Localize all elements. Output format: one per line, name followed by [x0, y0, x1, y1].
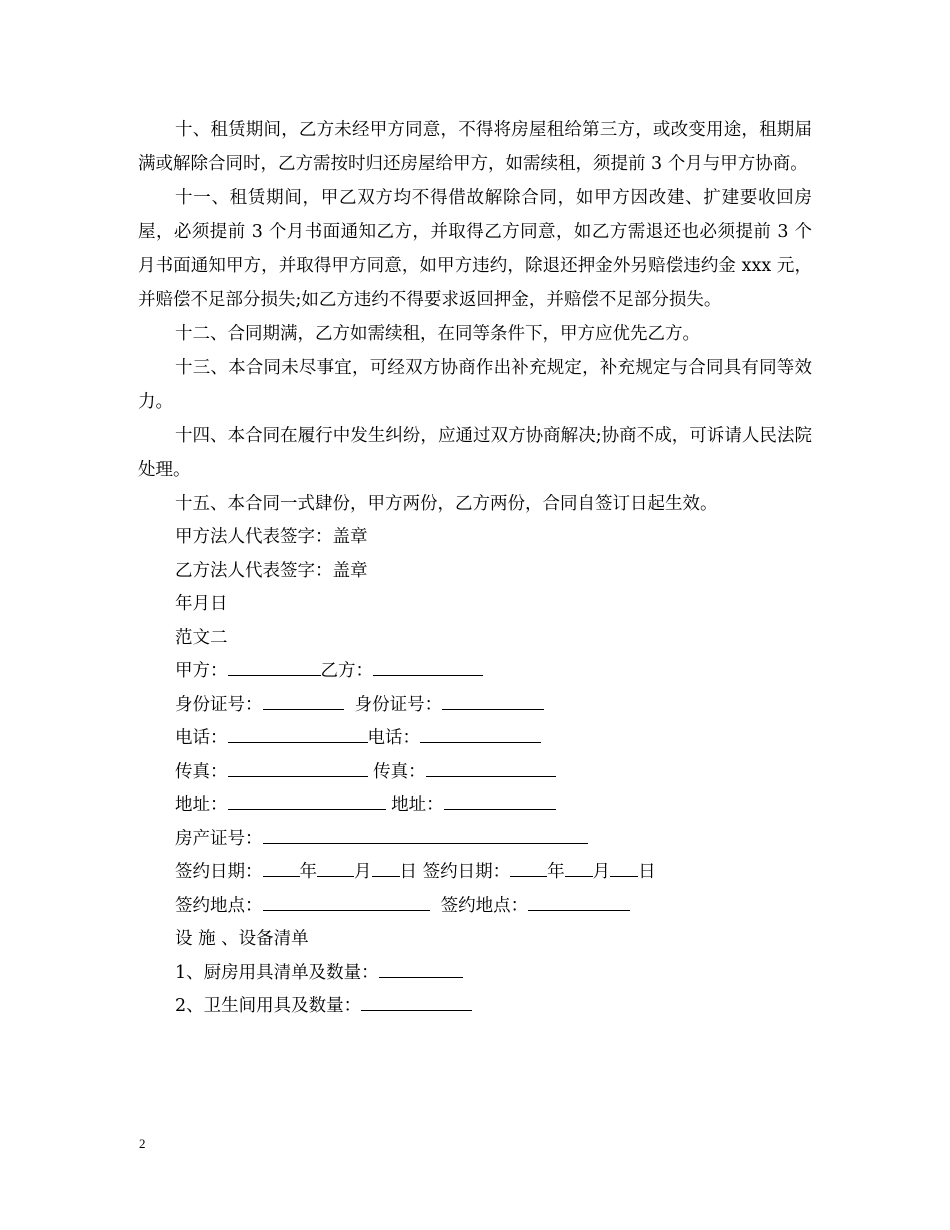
addr-b-blank: [444, 795, 556, 810]
property-cert-label: 房产证号：: [175, 828, 263, 849]
document-body: [138, 113, 812, 1024]
addr-a-blank: [228, 795, 386, 810]
bathroom-label: 2、卫生间用具及数量：: [175, 996, 362, 1016]
day-b-label: 日: [638, 862, 656, 882]
month-a-blank: [317, 862, 354, 877]
phone-b-label: 电话：: [367, 728, 420, 748]
party-b-blank: [373, 661, 483, 676]
phone-line: [138, 722, 812, 756]
page-number: 2: [139, 1136, 146, 1151]
id-b-blank: [442, 695, 544, 710]
party-b-label: 乙方：: [320, 661, 373, 681]
clause-15: 十五、本合同一式肆份，甲方两份，乙方两份，合同自签订日起生效。: [175, 494, 718, 514]
month-b-blank: [565, 862, 593, 877]
clause-12: 十二、合同期满，乙方如需续租，在同等条件下，甲方应优先乙方。: [175, 324, 700, 344]
property-cert-line: [138, 823, 812, 857]
fax-b-label: 传真：: [373, 761, 426, 782]
id-a-blank: [263, 695, 344, 710]
clause-13: 十三、本合同未尽事宜，可经双方协商作出补充规定，补充规定与合同具有同等效力。: [138, 358, 812, 412]
phone-a-label: 电话：: [175, 728, 228, 748]
party-line: [138, 655, 812, 689]
facilities-title: 设 施 、设备清单: [175, 929, 309, 949]
clause-10: 十、租赁期间，乙方未经甲方同意，不得将房屋租给第三方，或改变用途，租期届满或解除合同时，乙方需按时归还房屋给甲方，如需续租，须提前 3 个月与甲方协商。: [138, 120, 812, 174]
year-a-blank: [263, 862, 300, 877]
fax-line: [138, 756, 812, 790]
party-a-blank: [228, 661, 321, 676]
id-b-label: 身份证号：: [354, 694, 443, 715]
sign-place-a-label: 签约地点：: [175, 895, 263, 916]
party-b-signature: 乙方法人代表签字：盖章: [175, 560, 368, 581]
sign-date-a-label: 签约日期：: [175, 862, 263, 882]
kitchen-blank: [379, 963, 463, 978]
bathroom-blank: [361, 996, 472, 1011]
sign-place-b-label: 签约地点：: [440, 895, 529, 916]
month-b-label: 月: [592, 862, 611, 882]
day-b-blank: [610, 862, 638, 877]
kitchen-label: 1、厨房用具清单及数量：: [175, 962, 379, 983]
day-a-blank: [372, 862, 400, 877]
property-cert-blank: [263, 829, 588, 844]
facility-item-bathroom: [138, 990, 812, 1024]
day-a-label: 日: [399, 862, 417, 882]
id-a-label: 身份证号：: [175, 694, 263, 715]
sign-date-line: [138, 856, 812, 890]
phone-b-blank: [420, 728, 541, 743]
year-b-blank: [510, 862, 547, 877]
year-a-label: 年: [299, 862, 317, 882]
address-line: [138, 789, 812, 823]
clause-11: 十一、租赁期间，甲乙双方均不得借故解除合同，如甲方因改建、扩建要收回房屋，必须提前 3 个月书面通知乙方，并取得乙方同意，如乙方需退还也必须提前 3 个月书面通知甲方，并取得甲方同意，如甲方违约，除退还押金外另赔偿违约金 xxx 元，并赔偿不足部分损失;如乙方违约不得要求返回押金，并赔偿不足部分损失。: [138, 188, 812, 310]
fax-b-blank: [426, 762, 556, 777]
sign-place-line: [138, 890, 812, 924]
facility-item-kitchen: [138, 957, 812, 991]
sign-place-a-blank: [263, 896, 430, 911]
year-b-label: 年: [547, 862, 565, 882]
phone-a-blank: [228, 728, 368, 743]
month-a-label: 月: [354, 862, 372, 882]
party-a-label: 甲方：: [175, 661, 228, 681]
signature-date: 年月日: [175, 594, 228, 614]
sign-date-b-label: 签约日期：: [422, 862, 511, 882]
template-title: 范文二: [175, 627, 228, 648]
id-line: [138, 689, 812, 723]
clause-14: 十四、本合同在履行中发生纠纷，应通过双方协商解决;协商不成，可诉请人民法院处理。: [138, 426, 812, 480]
party-a-signature: 甲方法人代表签字：盖章: [175, 527, 368, 547]
addr-a-label: 地址：: [175, 795, 228, 815]
sign-place-b-blank: [528, 896, 630, 911]
fax-a-label: 传真：: [175, 761, 228, 782]
fax-a-blank: [228, 762, 368, 777]
addr-b-label: 地址：: [391, 795, 444, 815]
